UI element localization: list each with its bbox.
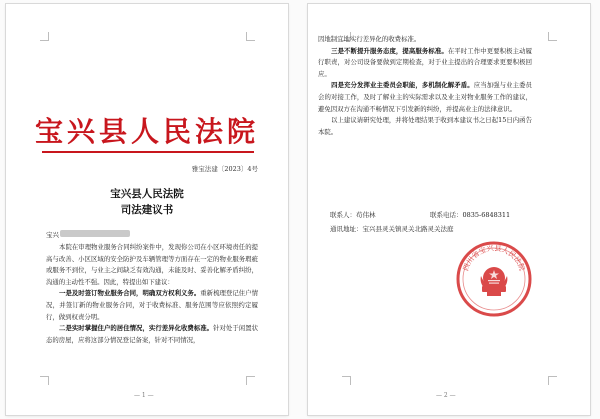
contact-person <box>330 210 376 219</box>
seal-graphic <box>455 240 533 318</box>
paragraph-text: 本院在审理物业服务合同纠纷案件中，发现你公司在小区环境责任的提高与改善、小区区域的安全防护及车辆管理等方面存在一定的物业服务瑕疵或服务不到位，与业主之间缺乏有效沟通，未能及时、妥善化解矛盾纠纷，沟通的主动性不强。因此，特提出如下建议： <box>46 243 258 286</box>
page1-body <box>46 242 258 346</box>
phone-label: 联系电话： <box>430 211 463 219</box>
crop-mark <box>40 32 49 41</box>
court-seal <box>455 240 533 318</box>
crop-mark <box>342 376 351 385</box>
addressee <box>46 230 59 239</box>
crop-mark <box>40 376 49 385</box>
paragraph-text: 一是及时签订物业服务合同，明确双方权利义务。重新梳理登记住户情况，并签订新的物业服务合同，对于收费标准、服务范围等应依照约定履行，做到权责分明。 <box>46 289 259 321</box>
page-1 <box>6 4 288 415</box>
contact-phone <box>430 210 510 219</box>
paragraph-text: 因地制宜地实行差异化的收费标准。 <box>318 35 421 43</box>
paragraph <box>46 242 258 288</box>
contact-address <box>330 224 454 233</box>
contact-label: 联系人： <box>330 211 356 219</box>
crop-mark <box>246 32 255 41</box>
crop-mark <box>548 32 557 41</box>
paragraph-lead: 二是实时掌握住户的居住情况，实行差异化收费标准。 <box>59 324 214 333</box>
title-doc-type: 司法建议书 <box>120 204 174 216</box>
contact-name: 苟伟林 <box>356 211 376 219</box>
document-number: 雅宝法建〔2023〕4号 <box>191 165 258 173</box>
redacted-company-name <box>60 230 130 237</box>
address-label: 通讯地址： <box>330 225 363 233</box>
paragraph-text: 以上建议请研究处理，并将处理结果于收到本建议书之日起15日内函告本院。 <box>318 116 532 136</box>
title-court: 宝兴县人民法院 <box>110 188 184 200</box>
page-number: — 1 — <box>134 392 154 399</box>
paragraph <box>318 34 532 46</box>
address-text: 宝兴县灵关镇灵关北路灵关法庭 <box>362 225 454 233</box>
paragraph-lead: 一是及时签订物业服务合同，明确双方权利义务。 <box>59 289 201 298</box>
page-number: — 2 — <box>436 392 456 399</box>
crop-mark <box>246 376 255 385</box>
paragraph <box>318 80 532 115</box>
crop-mark <box>548 376 557 385</box>
paragraph <box>318 115 532 138</box>
paragraph <box>46 323 258 346</box>
page2-body <box>318 34 532 138</box>
court-letterhead: 宝兴县人民法院 <box>34 117 259 148</box>
addressee-text: 宝兴 <box>46 231 59 239</box>
paragraph-lead: 四是充分发挥业主委员会职能，多机制化解矛盾。 <box>331 81 474 90</box>
letterhead-divider <box>42 151 254 153</box>
paragraph-text: 三是不断提升服务态度，提高服务标准。在平时工作中更要积极主动履行职责，对公司设备要做到定期检查，对于业主提出的合理要求更要积极回应。 <box>318 46 533 78</box>
paragraph <box>318 46 532 81</box>
paragraph-lead: 三是不断提升服务态度，提高服务标准。 <box>331 46 448 55</box>
paragraph-text: 二是实时掌握住户的居住情况，实行差异化收费标准。针对处于闲置状态的房屋，应将这部分情况登记备案，针对不同情况， <box>46 324 259 344</box>
seal-text: 四川省宝兴县人民法院 <box>460 243 528 273</box>
phone-number: 0835-6848311 <box>462 211 511 219</box>
paragraph <box>46 288 258 323</box>
paragraph-text: 四是充分发挥业主委员会职能，多机制化解矛盾。应当加强与业主委员会的对接工作，及时了解业主的实际需求以及业主对物业服务工作的建议，避免因双方在沟通不畅情况下引发新的纠纷，并提高业主的法律意识。 <box>318 81 533 113</box>
